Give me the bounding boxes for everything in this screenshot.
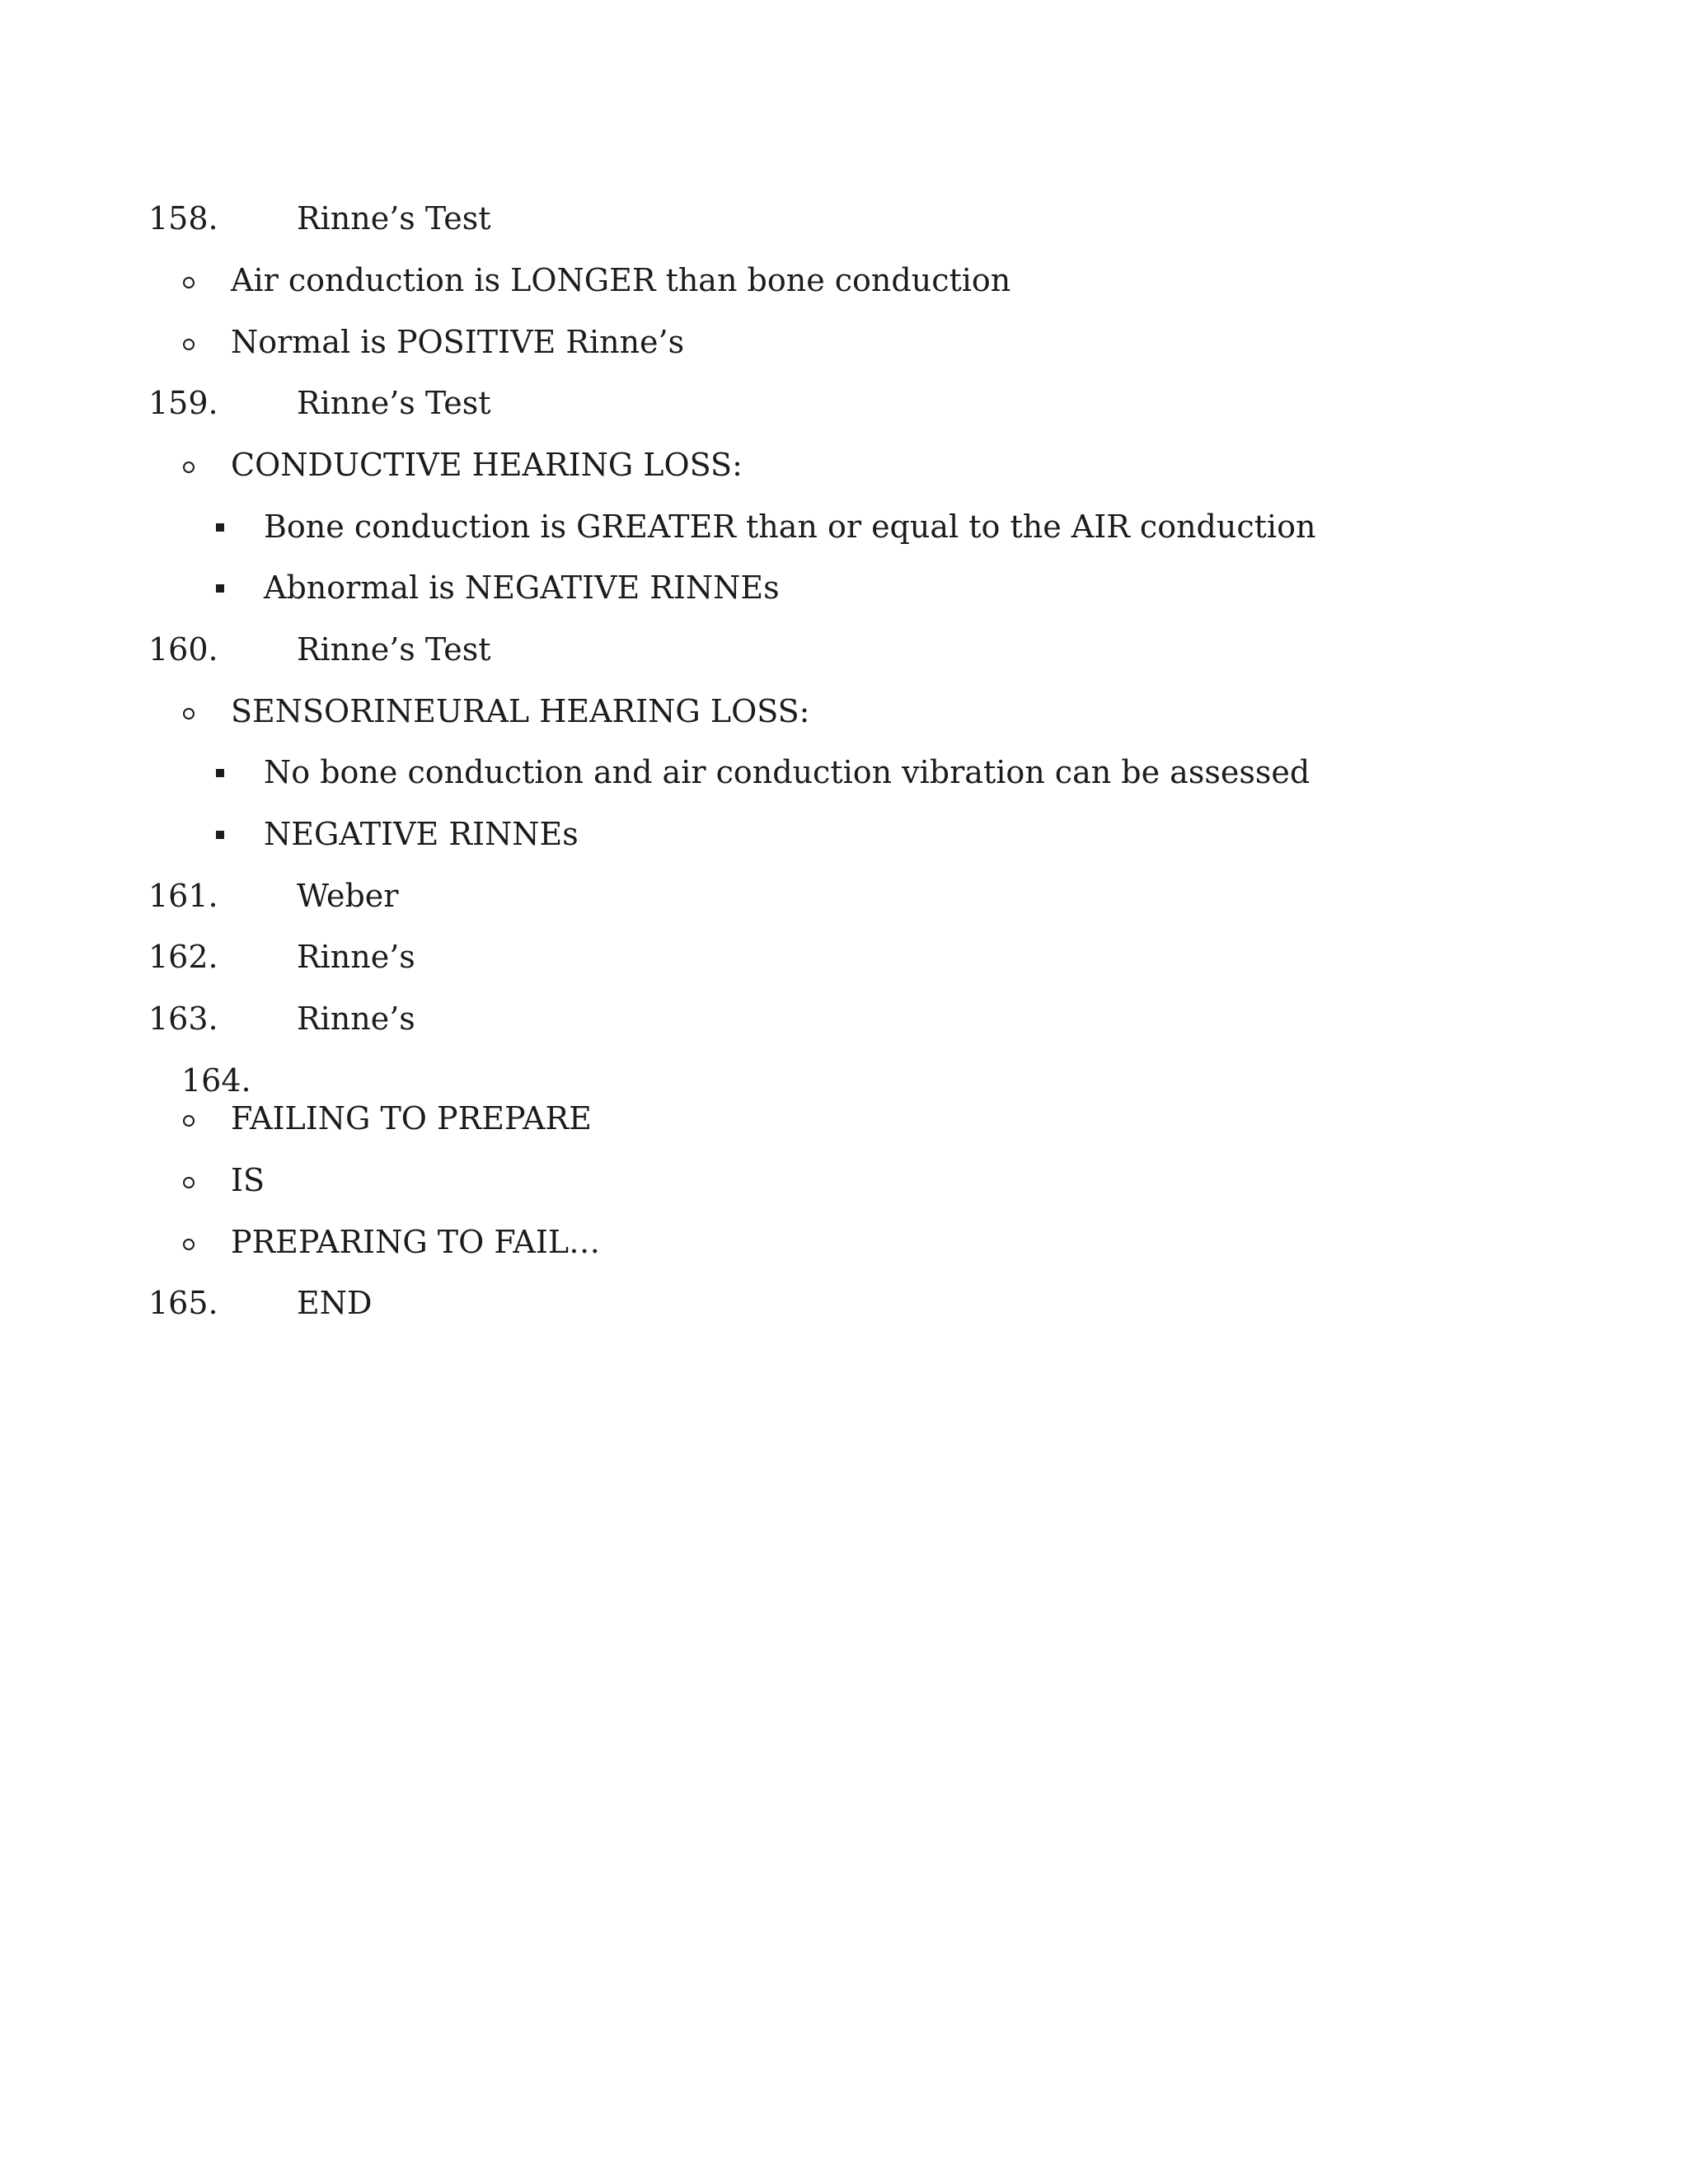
- item-number: 163.: [148, 1001, 218, 1037]
- circle-bullet-icon: [183, 277, 195, 288]
- item-number: 162.: [148, 939, 218, 975]
- bullet-text: Air conduction is LONGER than bone conduction: [231, 262, 1011, 298]
- sub-bullet-text: NEGATIVE RINNEs: [264, 816, 579, 852]
- circle-bullet-icon: [183, 1177, 195, 1188]
- item-text: END: [297, 1285, 373, 1321]
- circle-bullet-icon: [183, 1239, 195, 1250]
- item-number: 164.: [181, 1062, 251, 1099]
- bullet-text: IS: [231, 1162, 265, 1198]
- item-number: 158.: [148, 200, 218, 237]
- square-bullet-icon: [216, 584, 224, 593]
- square-bullet-icon: [216, 523, 224, 532]
- bullet-text: PREPARING TO FAIL…: [231, 1224, 601, 1260]
- bullet-text: Normal is POSITIVE Rinne’s: [231, 324, 685, 360]
- circle-bullet-icon: [183, 462, 195, 473]
- circle-bullet-icon: [183, 339, 195, 350]
- item-number: 160.: [148, 631, 218, 668]
- sub-bullet-text: Bone conduction is GREATER than or equal to the AIR conduction: [264, 509, 1316, 545]
- bullet-text: CONDUCTIVE HEARING LOSS:: [231, 447, 743, 483]
- item-number: 161.: [148, 878, 218, 914]
- circle-bullet-icon: [183, 708, 195, 719]
- sub-bullet-text: No bone conduction and air conduction vibration can be assessed: [264, 754, 1311, 790]
- item-text: Rinne’s: [297, 1001, 415, 1037]
- circle-bullet-icon: [183, 1115, 195, 1127]
- sub-bullet-text: Abnormal is NEGATIVE RINNEs: [264, 569, 780, 606]
- square-bullet-icon: [216, 831, 224, 839]
- item-text: Rinne’s: [297, 939, 415, 975]
- item-text: Rinne’s Test: [297, 200, 491, 237]
- bullet-text: FAILING TO PREPARE: [231, 1100, 592, 1137]
- item-number: 165.: [148, 1285, 218, 1321]
- bullet-text: SENSORINEURAL HEARING LOSS:: [231, 693, 810, 729]
- square-bullet-icon: [216, 769, 224, 777]
- item-text: Rinne’s Test: [297, 631, 491, 668]
- item-text: Rinne’s Test: [297, 385, 491, 421]
- item-number: 159.: [148, 385, 218, 421]
- item-text: Weber: [297, 878, 399, 914]
